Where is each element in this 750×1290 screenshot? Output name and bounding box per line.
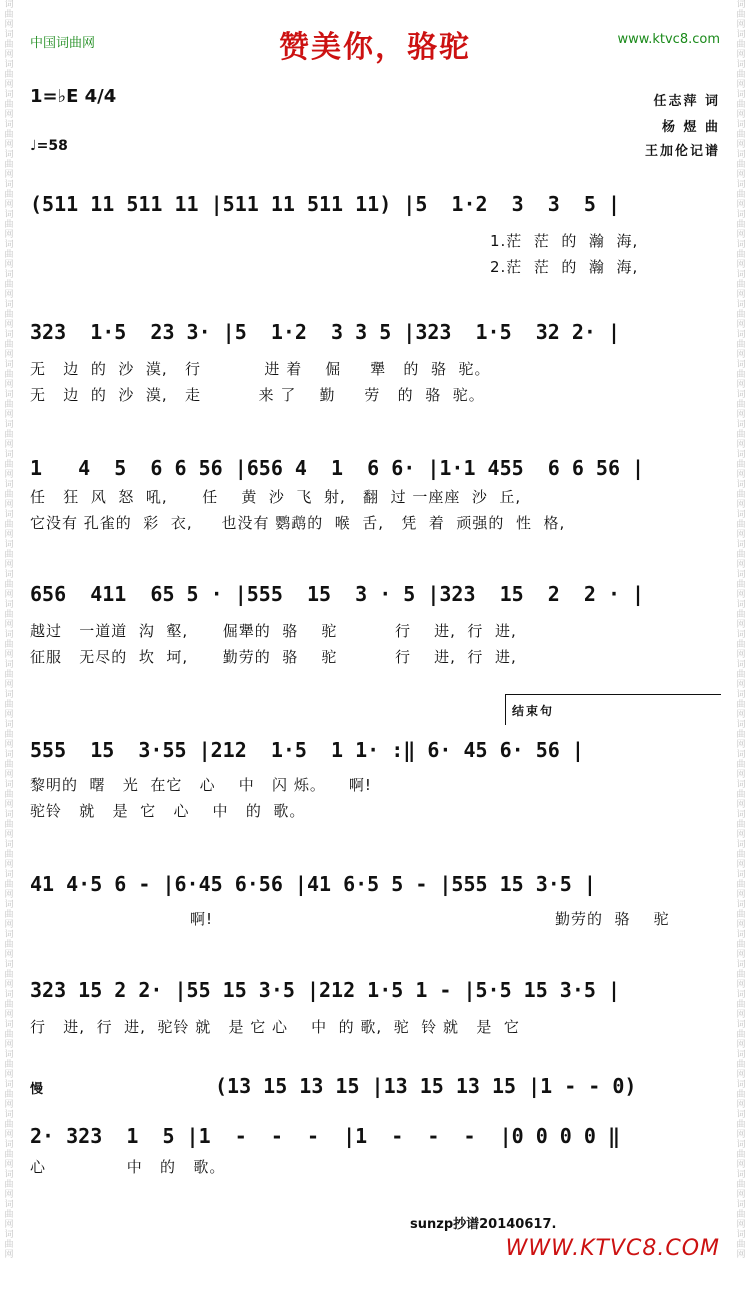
lyric-line-5-verse-1: 黎明的 曙 光 在它 心 中 闪 烁。 啊! bbox=[30, 776, 372, 794]
key-signature: 1=♭E 4/4 bbox=[30, 86, 117, 107]
lyric-line-1-verse-2: 2.茫 茫 的 瀚 海, bbox=[490, 258, 639, 276]
ending-label: 结束句 bbox=[512, 704, 555, 718]
score-line-5: 555 15 3·55 |212 1·5 1 1· :‖ 6· 45 6· 56 | bbox=[30, 738, 584, 762]
lyric-line-7: 行 进, 行 进, 驼铃 就 是 它 心 中 的 歌, 驼 铃 就 是 它 bbox=[30, 1018, 520, 1036]
side-watermark-right: 词曲网词曲网词曲网词曲网词曲网词曲网词曲网词曲网词曲网词曲网词曲网词曲网词曲网词曲网词曲网词曲网词曲网词曲网词曲网词曲网词曲网词曲网词曲网词曲网词曲网词曲网词曲网词曲网词曲网词曲网词曲网词曲网词曲网词曲网词曲网词曲网词曲网词曲网词曲网词曲网词曲网词曲网 bbox=[736, 0, 746, 1260]
lyric-line-6-a: 啊! bbox=[190, 910, 214, 928]
lyric-line-4-verse-1: 越过 一道道 沟 壑, 倔犟的 骆 驼 行 进, 行 进, bbox=[30, 622, 517, 640]
lyric-line-5-verse-2: 驼铃 就 是 它 心 中 的 歌。 bbox=[30, 802, 306, 820]
transcriber-note: sunzp抄谱20140617. bbox=[410, 1217, 557, 1232]
lyric-line-1-verse-1: 1.茫 茫 的 瀚 海, bbox=[490, 232, 639, 250]
lyric-line-4-verse-2: 征服 无尽的 坎 坷, 勤劳的 骆 驼 行 进, 行 进, bbox=[30, 648, 517, 666]
score-line-8-interlude: (13 15 13 15 |13 15 13 15 |1 - - 0) bbox=[215, 1074, 637, 1098]
lyric-line-6-b: 勤劳的 骆 驼 bbox=[555, 910, 670, 928]
lyric-line-9: 心 中 的 歌。 bbox=[30, 1158, 226, 1176]
lyricist-credit: 任志萍 词 bbox=[653, 94, 720, 109]
composer-credit: 杨 煜 曲 bbox=[661, 120, 720, 135]
slow-mark: 慢 bbox=[30, 1082, 44, 1097]
score-line-6: 41 4·5 6 - |6·45 6·56 |41 6·5 5 - |555 15 3·5 | bbox=[30, 872, 596, 896]
lyric-line-3-verse-1: 任 狂 风 怒 吼, 任 黄 沙 飞 射, 翻 过 一座座 沙 丘, bbox=[30, 488, 522, 506]
tempo-mark: ♩=58 bbox=[30, 138, 68, 154]
song-title: 赞美你，骆驼 bbox=[279, 30, 471, 65]
score-line-1: (511 11 511 11 |511 11 511 11) |5 1·2 3 3 5 | bbox=[30, 192, 621, 216]
lyric-line-2-verse-2: 无 边 的 沙 漠, 走 来 了 勤 劳 的 骆 驼。 bbox=[30, 386, 485, 404]
score-line-9: 2· 323 1 5 |1 - - - |1 - - - |0 0 0 0 ‖ bbox=[30, 1124, 621, 1148]
side-watermark-left: 词曲网词曲网词曲网词曲网词曲网词曲网词曲网词曲网词曲网词曲网词曲网词曲网词曲网词曲网词曲网词曲网词曲网词曲网词曲网词曲网词曲网词曲网词曲网词曲网词曲网词曲网词曲网词曲网词曲网词曲网词曲网词曲网词曲网词曲网词曲网词曲网词曲网词曲网词曲网词曲网词曲网词曲网 bbox=[4, 0, 14, 1260]
footer-watermark: WWW.KTVC8.COM bbox=[505, 1236, 720, 1261]
score-line-2: 323 1·5 23 3· |5 1·2 3 3 5 |323 1·5 32 2· | bbox=[30, 320, 621, 344]
site-name-left: 中国词曲网 bbox=[30, 36, 96, 51]
score-line-7: 323 15 2 2· |55 15 3·5 |212 1·5 1 - |5·5 15 3·5 | bbox=[30, 978, 621, 1002]
transcriber-credit: 王加伦记谱 bbox=[644, 144, 720, 159]
score-line-3: 1 4 5 6 6 56 |656 4 1 6 6· |1·1 455 6 6 56 | bbox=[30, 456, 645, 480]
score-line-4: 656 411 65 5 · |555 15 3 · 5 |323 15 2 2 · | bbox=[30, 582, 645, 606]
lyric-line-2-verse-1: 无 边 的 沙 漠, 行 进 着 倔 犟 的 骆 驼。 bbox=[30, 360, 491, 378]
site-url-right: www.ktvc8.com bbox=[617, 32, 720, 47]
lyric-line-3-verse-2: 它没有 孔雀的 彩 衣, 也没有 鹦鹉的 喉 舌, 凭 着 顽强的 性 格, bbox=[30, 514, 566, 532]
